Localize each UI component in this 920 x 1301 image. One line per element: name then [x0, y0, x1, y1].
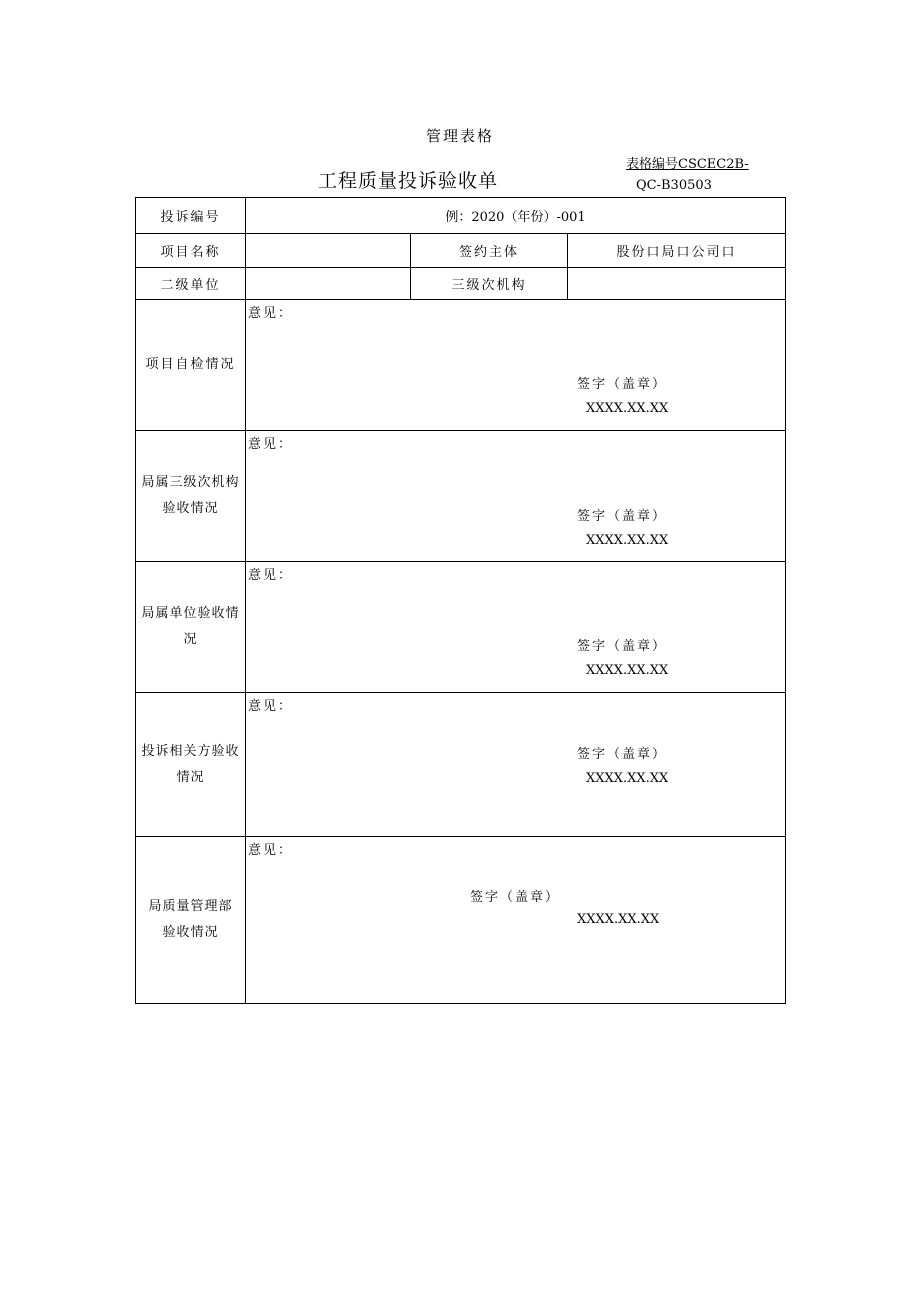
- section-label-line2: 情况: [176, 769, 205, 785]
- opinion-field-bureau-unit[interactable]: [246, 562, 786, 693]
- project-name-label: 项目名称: [136, 234, 246, 268]
- signature-label: 签字（盖章）: [577, 747, 668, 762]
- opinion-label: 意见：: [248, 699, 294, 714]
- table-row: [136, 562, 786, 693]
- form-number-line1: 表格编号CSCEC2B-: [626, 157, 749, 172]
- signature-date: XXXX.XX.XX: [586, 533, 669, 548]
- signature-date: XXXX.XX.XX: [577, 912, 660, 927]
- section-label-bureau-unit: [136, 562, 246, 693]
- table-row: [136, 431, 786, 562]
- signature-label: 签字（盖章）: [577, 509, 668, 524]
- section-label-line1: 投诉相关方验收: [141, 743, 240, 759]
- section-label-bureau-tertiary: [136, 431, 246, 562]
- third-org-field[interactable]: [568, 268, 786, 300]
- complaint-no-field[interactable]: 例：2020（年份）-001: [246, 198, 786, 234]
- signature-date: XXXX.XX.XX: [586, 401, 669, 416]
- section-label-line2: 况: [183, 632, 198, 647]
- form-title: 工程质量投诉验收单: [318, 170, 499, 192]
- signature-date: XXXX.XX.XX: [586, 771, 669, 786]
- section-label-self-check: [136, 300, 246, 431]
- section-label-line2: 验收情况: [162, 925, 219, 940]
- section-label-line1: 局属单位验收情: [141, 606, 240, 621]
- opinion-field-related-party[interactable]: [246, 693, 786, 837]
- signature-label: 签字（盖章）: [470, 890, 561, 905]
- signature-label: 签字（盖章）: [577, 639, 668, 654]
- contract-entity-label: 签约主体: [411, 234, 568, 268]
- section-label-quality-dept: [136, 837, 246, 1004]
- form-number: [626, 154, 766, 196]
- document-category: 管理表格: [425, 127, 494, 145]
- opinion-label: 意见：: [248, 437, 294, 452]
- signature-date: XXXX.XX.XX: [586, 663, 669, 678]
- opinion-field-bureau-tertiary[interactable]: [246, 431, 786, 562]
- section-label-line1: 局质量管理部: [148, 899, 233, 914]
- signature-label: 签字（盖章）: [577, 377, 668, 392]
- form-number-line2: QC-B30503: [636, 178, 712, 193]
- section-label-line1: 局属三级次机构: [141, 475, 240, 490]
- contract-entity-field[interactable]: 股份口局口公司口: [568, 234, 786, 268]
- opinion-label: 意见：: [248, 568, 294, 583]
- opinion-label: 意见：: [248, 843, 294, 858]
- second-unit-label: 二级单位: [136, 268, 246, 300]
- opinion-label: 意见：: [248, 306, 294, 321]
- table-row: [136, 234, 786, 268]
- second-unit-field[interactable]: [246, 268, 411, 300]
- table-row: [136, 268, 786, 300]
- table-row: [136, 837, 786, 1004]
- table-row: [136, 198, 786, 234]
- opinion-field-quality-dept[interactable]: [246, 837, 786, 1004]
- section-label-line2: 验收情况: [162, 501, 219, 516]
- section-label-line1: 项目自检情况: [145, 357, 236, 372]
- project-name-field[interactable]: [246, 234, 411, 268]
- table-row: [136, 693, 786, 837]
- complaint-no-label: 投诉编号: [136, 198, 246, 234]
- opinion-field-self-check[interactable]: [246, 300, 786, 431]
- third-org-label: 三级次机构: [411, 268, 568, 300]
- acceptance-form-table: [135, 197, 786, 1004]
- table-row: [136, 300, 786, 431]
- section-label-related-party: [136, 693, 246, 837]
